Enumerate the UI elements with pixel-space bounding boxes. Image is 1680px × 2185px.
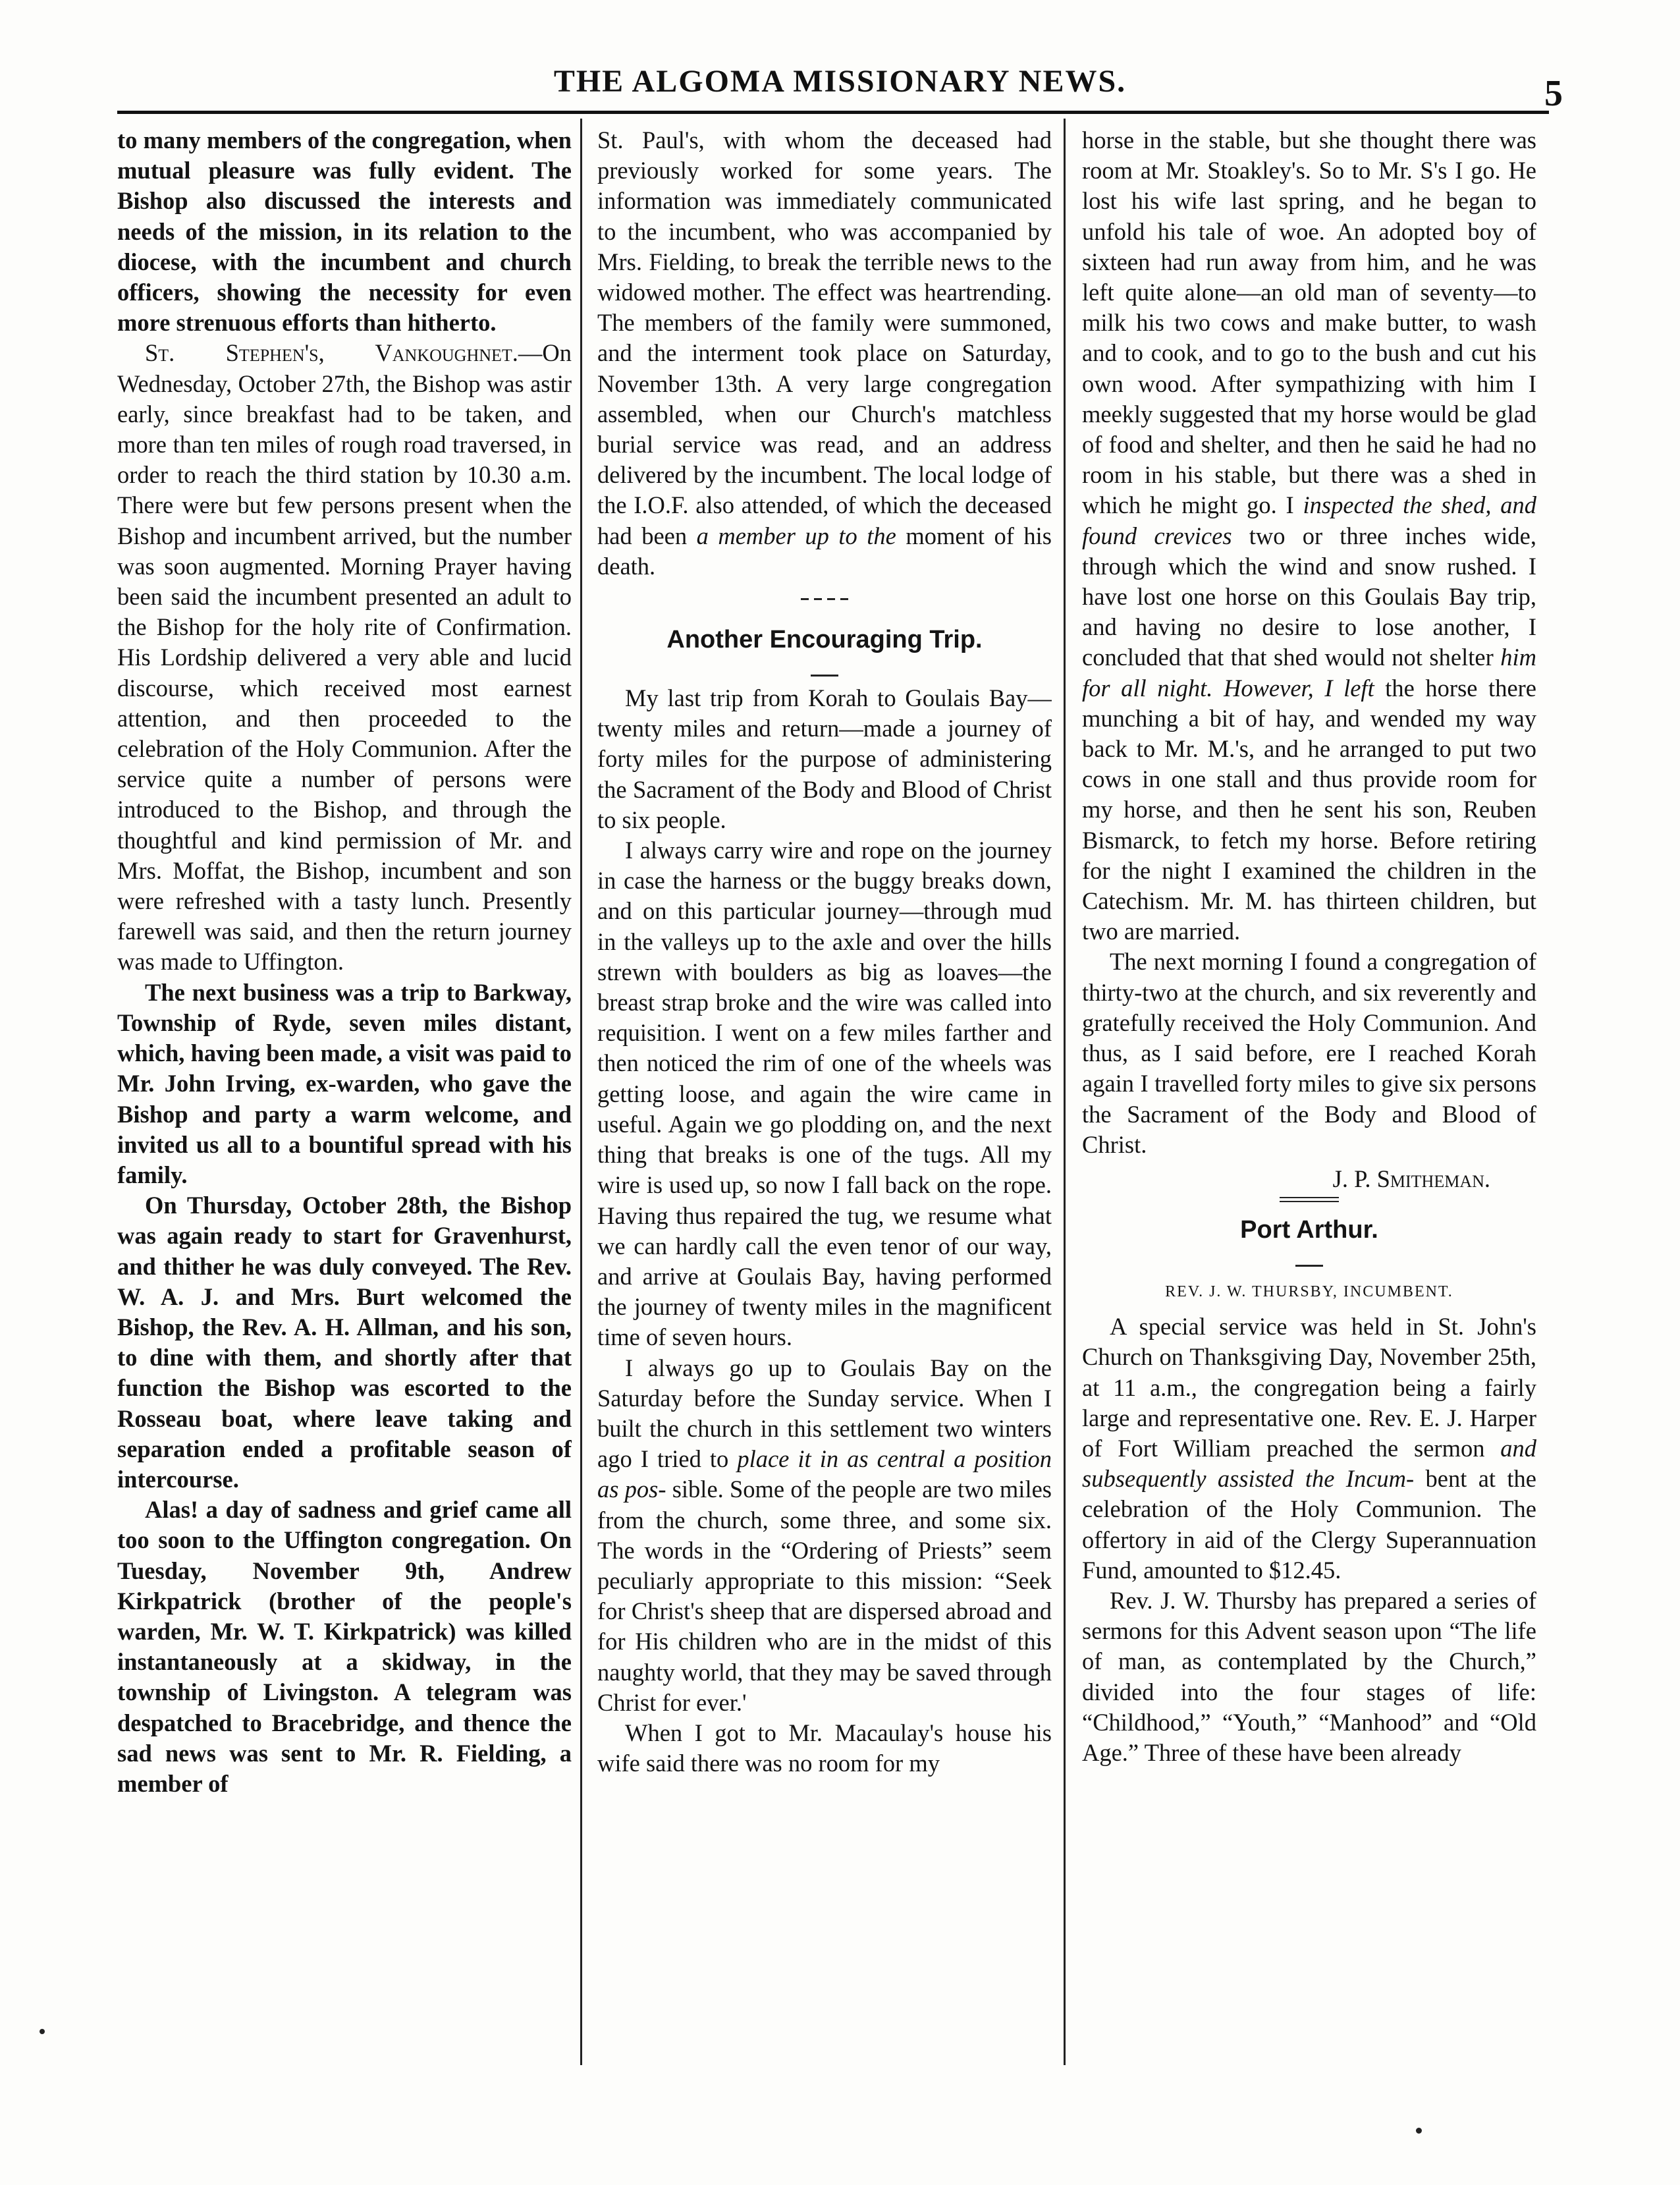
column-2 xyxy=(597,125,1052,2101)
column-divider-2 xyxy=(1064,119,1066,2065)
author-signature: J. P. Smitheman. xyxy=(1332,1165,1490,1192)
page-number: 5 xyxy=(1544,73,1563,114)
col3-paragraph-2: The next morning I found a congregation of thirty-two at the church, and six reverently and gratefully received the Holy Communion. And thus, as I said before, ere I reached Korah again I travelled forty miles to give six persons the Sacrament of the Body and Blood of Christ. xyxy=(1082,948,1536,1158)
col3-paragraph-3 xyxy=(1082,1312,1536,1586)
col1-paragraph-5: Alas! a day of sadness and grief came all too soon to the Uffington congregation. On Tuesday, November 9th, Andrew Kirkpatrick (brother of the people's warden, Mr. W. T. Kirkpatrick) was killed instantaneously at a skidway, in the township of Livingston. A telegram was despatched to Bracebridge, and thence the sad news was sent to Mr. R. Fielding, a member of xyxy=(117,1496,572,1797)
page-header-title: THE ALGOMA MISSIONARY NEWS. xyxy=(553,64,1127,99)
col2-paragraph-2: My last trip from Korah to Goulais Bay—twenty miles and return—made a journey of forty miles for the purpose of administering the Sacrament of the Body and Blood of Christ to six people. xyxy=(597,684,1052,833)
title-dash xyxy=(597,663,1052,683)
col3-paragraph-3-italic: and subsequently assisted the Incum- xyxy=(1082,1434,1536,1493)
col1-paragraph-4: On Thursday, October 28th, the Bishop was again ready to start for Gravenhurst, and thither he was duly conveyed. The Rev. W. A. J. and Mrs. Burt welcomed the Bishop, the Rev. A. H. Allman, and his son, to dine with them, and shortly after that function the Bishop was escorted to the Rosseau boat, where leave taking and separation ended a profitable season of intercourse. xyxy=(117,1192,572,1493)
col3-paragraph-1-middle: two or three inches wide, through which the wind and snow rushed. I have lost one horse on this Goulais Bay trip, and having no desire to lose another, I concluded that that shed would not shelter xyxy=(1082,522,1536,671)
print-speck xyxy=(1416,2128,1422,2134)
section-title-another-encouraging-trip: Another Encouraging Trip. xyxy=(666,626,983,654)
col2-paragraph-1-italic: a member up to the xyxy=(696,522,896,549)
col1-paragraph-2-text: —On Wednesday, October 27th, the Bishop was astir early, since breakfast had to be taken, and more than ten miles of rough road traversed, in order to reach the third station by 10.30 a.m. There were but few persons present when the Bishop and incumbent arrived, but the number was soon augmented. Morning Prayer having been said the incumbent presented an adult to the Bishop for the holy rite of Confirmation. His Lordship delivered a very able and lucid discourse, which received most earnest attention, and then proceeded to the celebration of the Holy Communion. After the service quite a number of persons were introduced to the Bishop, and through the thoughtful and kind permission of Mr. and Mrs. Moffat, the Bishop, incumbent and son were refreshed with a tasty lunch. Presently farewell was said, and then the return journey was made to Uffington. xyxy=(117,339,572,976)
section-separator xyxy=(597,582,1052,612)
col3-paragraph-1 xyxy=(1082,125,1536,947)
col2-paragraph-4-tail: sible. Some of the people are two miles from the church, some three, and some six. The words in the “Ordering of Priests” seem peculiarly appropriate to this mission: “Seek for Christ's sheep that are dispersed abroad and for His children who are in the midst of this naughty world, that they may be saved through Christ for ever.' xyxy=(597,1476,1052,1716)
section-title-port-arthur: Port Arthur. xyxy=(1240,1216,1378,1244)
col2-paragraph-1 xyxy=(597,125,1052,582)
col2-paragraph-3: I always carry wire and rope on the journey in case the harness or the buggy breaks down, and on this particular journey—through mud in the valleys up to the axle and over the hills strewn with boulders as big as loaves—the breast strap broke and the wire was called into requisition. I went on a few miles farther and then noticed the rim of one of the wheels was getting loose, and again the wire came in useful. Again we go plodding on, and the next thing that breaks is one of the tugs. All my wire is used up, so now I fall back on the rope. Having thus repaired the tug, we resume what we can hardly call the even tenor of our way, and arrive at Goulais Bay, having performed the journey of twenty miles in the magnificent time of seven hours. xyxy=(597,837,1052,1351)
column-divider-1 xyxy=(580,119,582,2065)
col3-paragraph-1-italic-1: inspected the shed, and found crevices xyxy=(1082,491,1536,549)
col3-paragraph-1-italic-2: him for all night. However, I left xyxy=(1082,644,1536,702)
header-rule xyxy=(117,111,1549,114)
col2-paragraph-4-text: I always go up to Goulais Bay on the Saturday before the Sunday service. When I built the church in this settlement two winters ago I tried to xyxy=(597,1354,1052,1473)
col3-paragraph-3-tail: bent at the celebration of the Holy Communion. The offertory in aid of the Clergy Superannuation Fund, amounted to $12.45. xyxy=(1082,1465,1536,1584)
col2-paragraph-4-italic: place it in as central a position as pos- xyxy=(597,1445,1052,1503)
col2-paragraph-4 xyxy=(597,1353,1052,1718)
col1-paragraph-st-stephens xyxy=(117,338,572,977)
title-dash-2 xyxy=(1082,1254,1536,1273)
incumbent-byline: REV. J. W. THURSBY, INCUMBENT. xyxy=(1165,1283,1453,1301)
col2-paragraph-1-tail: moment of his death. xyxy=(597,522,1052,580)
col1-section-lead: St. Stephen's, Vankoughnet. xyxy=(145,339,518,367)
col3-paragraph-1-text: horse in the stable, but she thought there was room at Mr. Stoakley's. So to Mr. S's I go. He lost his wife last spring, and he began to unfold his tale of woe. An adopted boy of sixteen had run away from him, and he was left quite alone—an old man of seventy—to milk his two cows and make butter, to wash and to cook, and to go to the bush and cut his own wood. After sympathizing with him I meekly suggested that my horse would be glad of food and shelter, and then he said he had no room in his stable, but there was a shed in which he might go. I xyxy=(1082,126,1536,519)
col1-paragraph-1: to many members of the congregation, when mutual pleasure was fully evident. The Bishop also discussed the interests and needs of the mission, in its relation to the diocese, with the incumbent and church officers, showing the necessity for even more strenuous efforts than hitherto. xyxy=(117,126,572,337)
col2-paragraph-1-text: St. Paul's, with whom the deceased had previously worked for some years. The information was immediately communicated to the incumbent, who was accompanied by Mrs. Fielding, to break the terrible news to the widowed mother. The effect was heartrending. The members of the family were summoned, and the interment took place on Saturday, November 13th. A very large congregation assembled, when our Church's matchless burial service was read, and an address delivered by the incumbent. The local lodge of the I.O.F. also attended, of which the deceased had been xyxy=(597,126,1052,549)
col2-paragraph-5: When I got to Mr. Macaulay's house his wife said there was no room for my xyxy=(597,1719,1052,1777)
signature-rule xyxy=(1280,1197,1339,1202)
col1-paragraph-3: The next business was a trip to Barkway, Township of Ryde, seven miles distant, which, having been made, a visit was paid to Mr. John Irving, ex-warden, who gave the Bishop and party a warm welcome, and invited us all to a bountiful spread with his family. xyxy=(117,978,572,1188)
print-speck xyxy=(40,2029,45,2034)
column-3 xyxy=(1082,125,1536,2101)
column-1 xyxy=(117,125,572,2101)
col3-paragraph-4: Rev. J. W. Thursby has prepared a series of sermons for this Advent season upon “The life of man, as contemplated by the Church,” divided into the four stages of life: “Childhood,” “Youth,” “Manhood” and “Old Age.” Three of these have been already xyxy=(1082,1586,1536,1766)
col3-paragraph-1-tail: the horse there munching a bit of hay, and wended my way back to Mr. M.'s, and he arranged to put two cows in one stall and thus provide room for my horse, and then he sent his son, Reuben Bismarck, to fetch my horse. Before retiring for the night I examined the children in the Catechism. Mr. M. has thirteen children, but two are married. xyxy=(1082,674,1536,945)
col3-paragraph-3-text: A special service was held in St. John's Church on Thanksgiving Day, November 25th, at 11 a.m., the congregation being a fairly large and representative one. Rev. E. J. Harper of Fort William preached the sermon xyxy=(1082,1313,1536,1462)
